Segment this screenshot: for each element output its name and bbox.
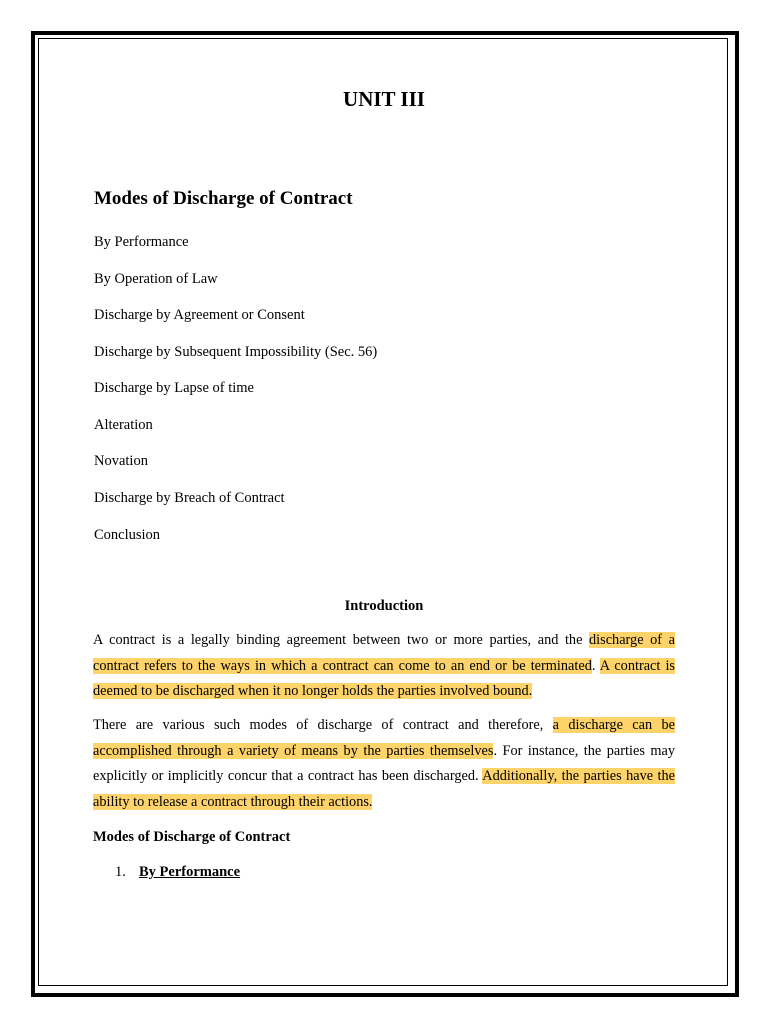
toc-item-by-performance: By Performance <box>94 234 189 250</box>
toc-item-lapse-of-time: Discharge by Lapse of time <box>94 380 254 396</box>
toc-item-agreement-consent: Discharge by Agreement or Consent <box>94 307 305 323</box>
para2-highlight-a: a discharge can be accomplished through a variety of means by the parties themselves <box>93 717 675 759</box>
toc-item-novation: Novation <box>94 453 148 469</box>
list-item-number: 1. <box>115 864 126 880</box>
para1-text-b: . <box>591 657 600 674</box>
unit-title: UNIT III <box>343 87 425 111</box>
para1-text-a: A contract is a legally binding agreement between two or more parties, and the <box>93 632 590 648</box>
toc-item-alteration: Alteration <box>94 417 153 433</box>
intro-paragraph-2 <box>93 713 675 816</box>
toc-item-impossibility: Discharge by Subsequent Impossibility (Sec. 56) <box>94 344 378 360</box>
introduction-heading: Introduction <box>344 598 424 614</box>
para1-highlight-b: A contract is deemed to be discharged when it no longer holds the parties involved bound. <box>93 657 675 700</box>
list-item-label: By Performance <box>139 864 241 880</box>
section-title: Modes of Discharge of Contract <box>94 188 353 209</box>
para2-text-b: . For instance, the parties may explicitly or implicitly concur that a contract has been discharged. <box>93 742 675 785</box>
para1-highlight-a: discharge of a contract refers to the ways in which a contract can come to an end or be terminated <box>93 632 675 674</box>
para2-text-a: There are various such modes of discharge of contract and therefore, <box>93 717 553 733</box>
toc-item-operation-of-law: By Operation of Law <box>94 271 218 287</box>
list-item-by-performance <box>115 864 240 881</box>
para2-highlight-b: Additionally, the parties have the ability to release a contract through their actions. <box>93 768 676 811</box>
modes-heading: Modes of Discharge of Contract <box>93 829 291 845</box>
intro-paragraph-1 <box>93 628 675 705</box>
toc-item-conclusion: Conclusion <box>94 527 161 543</box>
toc-item-breach: Discharge by Breach of Contract <box>94 490 285 506</box>
